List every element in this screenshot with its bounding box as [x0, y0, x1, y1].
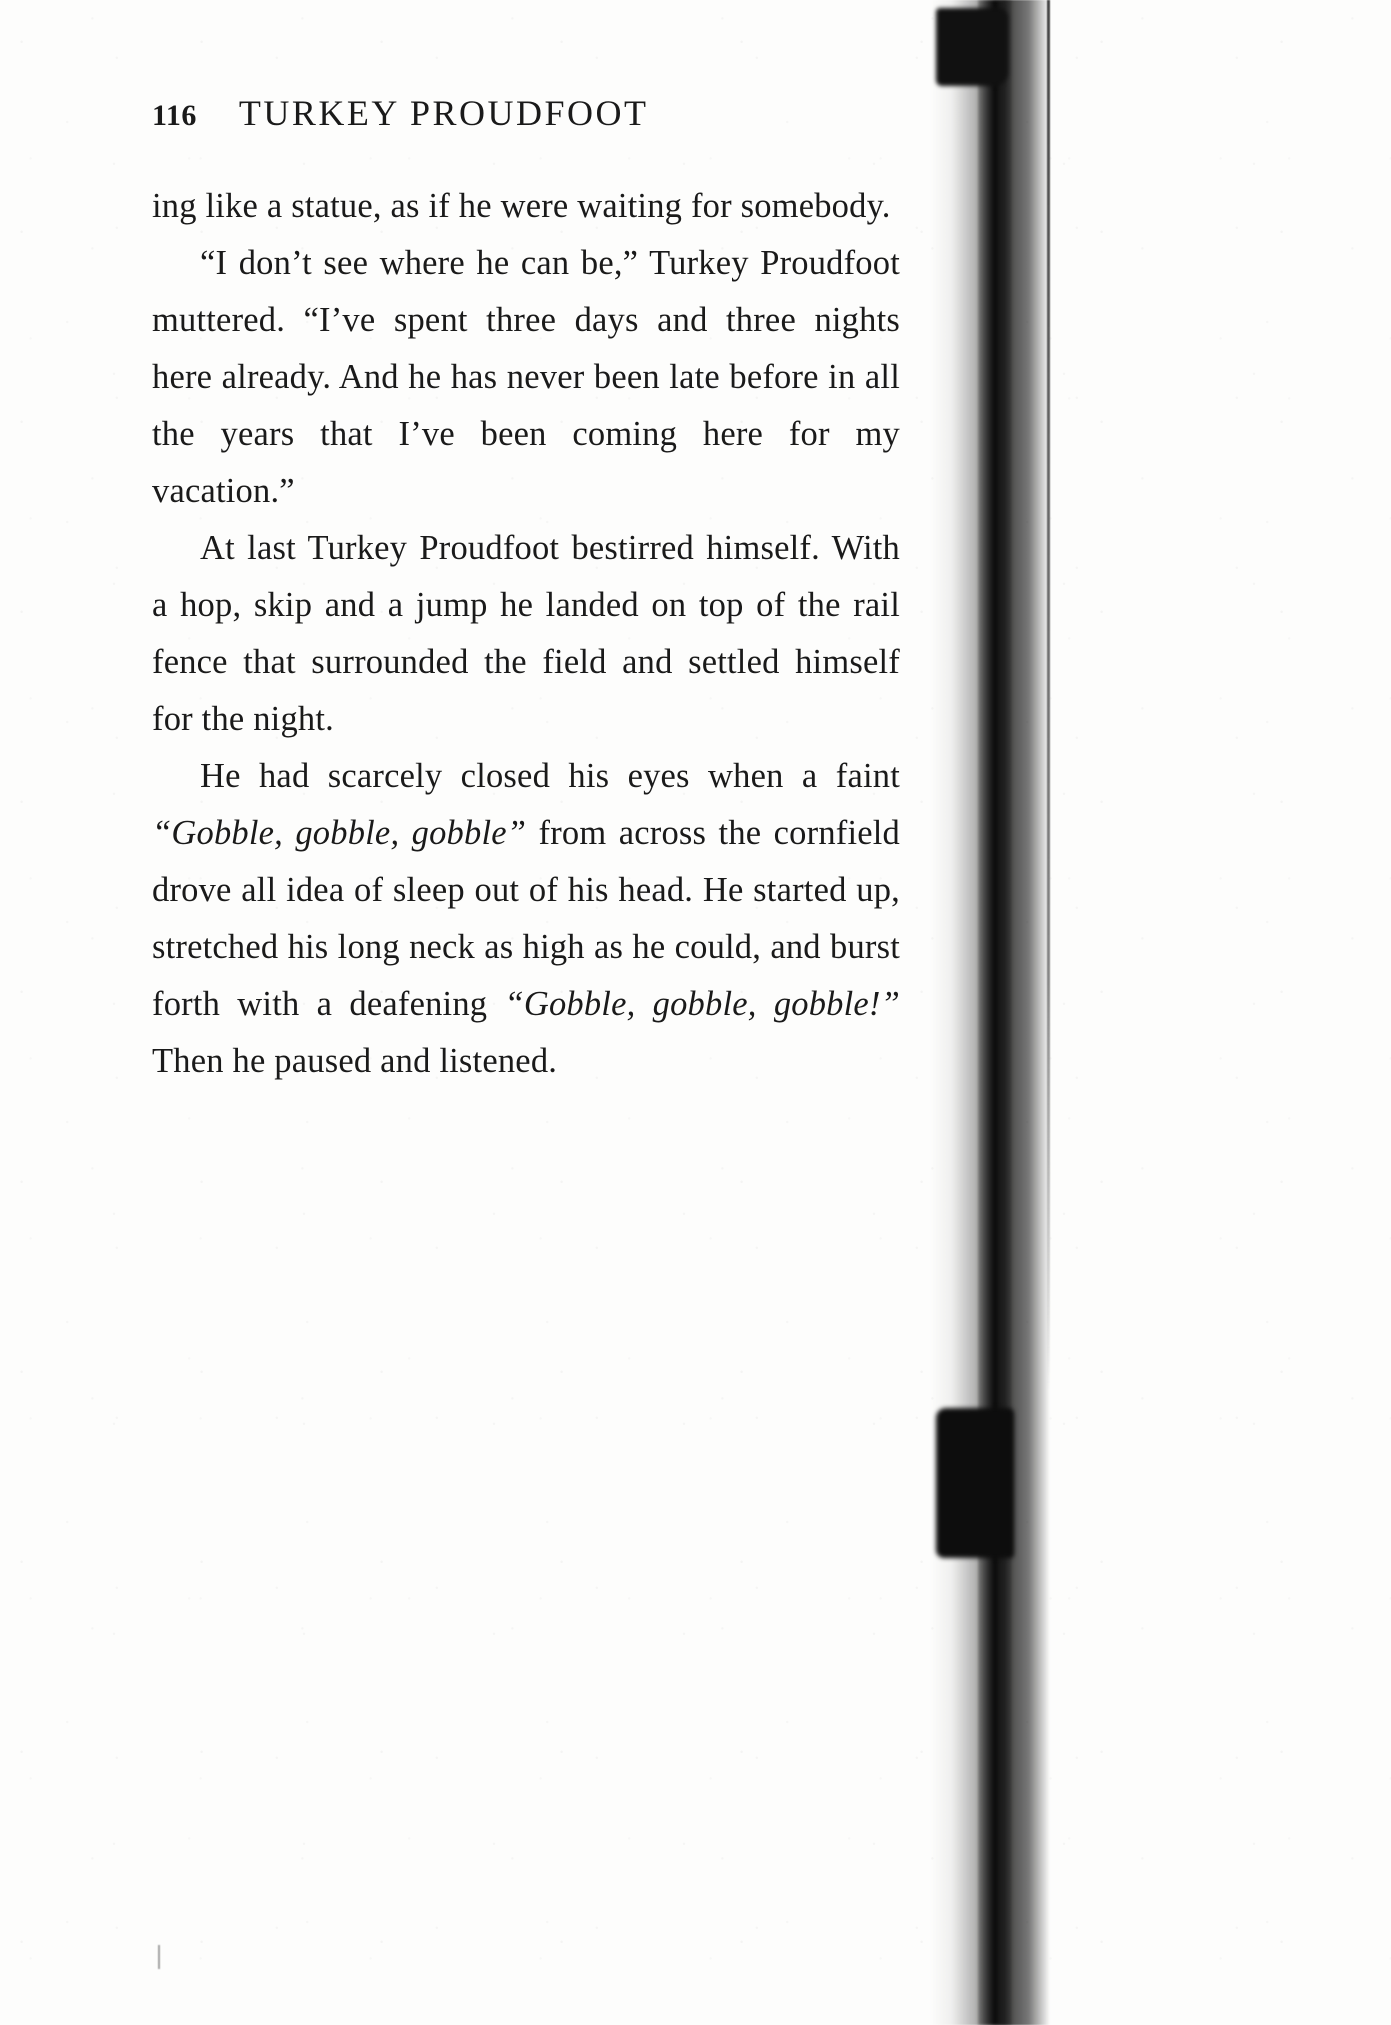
running-head-title: TURKEY PROUDFOOT: [238, 93, 649, 133]
paragraph: [152, 748, 900, 1090]
text-run: from across the cornfield drove all idea of sleep out of his head. He started up, stretched his long neck as high as he could, and burst forth with a deafening: [152, 814, 900, 1023]
body-text: [152, 178, 900, 1090]
footer-tick-mark: [158, 1945, 160, 1969]
italic-quote: “Gobble, gobble, gobble”: [152, 814, 527, 852]
running-head: [152, 92, 900, 134]
page-number: 116: [152, 99, 197, 132]
paragraph: [152, 235, 900, 520]
text-run: He had scarcely closed his eyes when a faint: [200, 757, 900, 795]
paragraph: [152, 178, 900, 235]
binding-core: [978, 0, 1012, 2025]
text-run: At last Turkey Proudfoot bestirred himself. With a hop, skip and a jump he landed on top of the rail fence that surrounded the field and settled himself for the night.: [152, 529, 900, 738]
text-run: “I don’t see where he can be,” Turkey Proudfoot muttered. “I’ve spent three days and three nights here already. And he has never been late before in all the years that I’ve been coming here for my vacation.”: [152, 244, 900, 510]
paragraph: [152, 520, 900, 748]
binding-block-top: [936, 8, 1008, 86]
text-column: [152, 92, 900, 1090]
page-edge-line: [1047, 0, 1050, 1390]
text-run: ing like a statue, as if he were waiting for somebody.: [152, 187, 891, 225]
italic-quote: “Gobble, gobble, gobble!”: [504, 985, 900, 1023]
binding-block-bottom: [936, 1408, 1014, 1558]
text-run: Then he paused and listened.: [152, 1042, 558, 1080]
